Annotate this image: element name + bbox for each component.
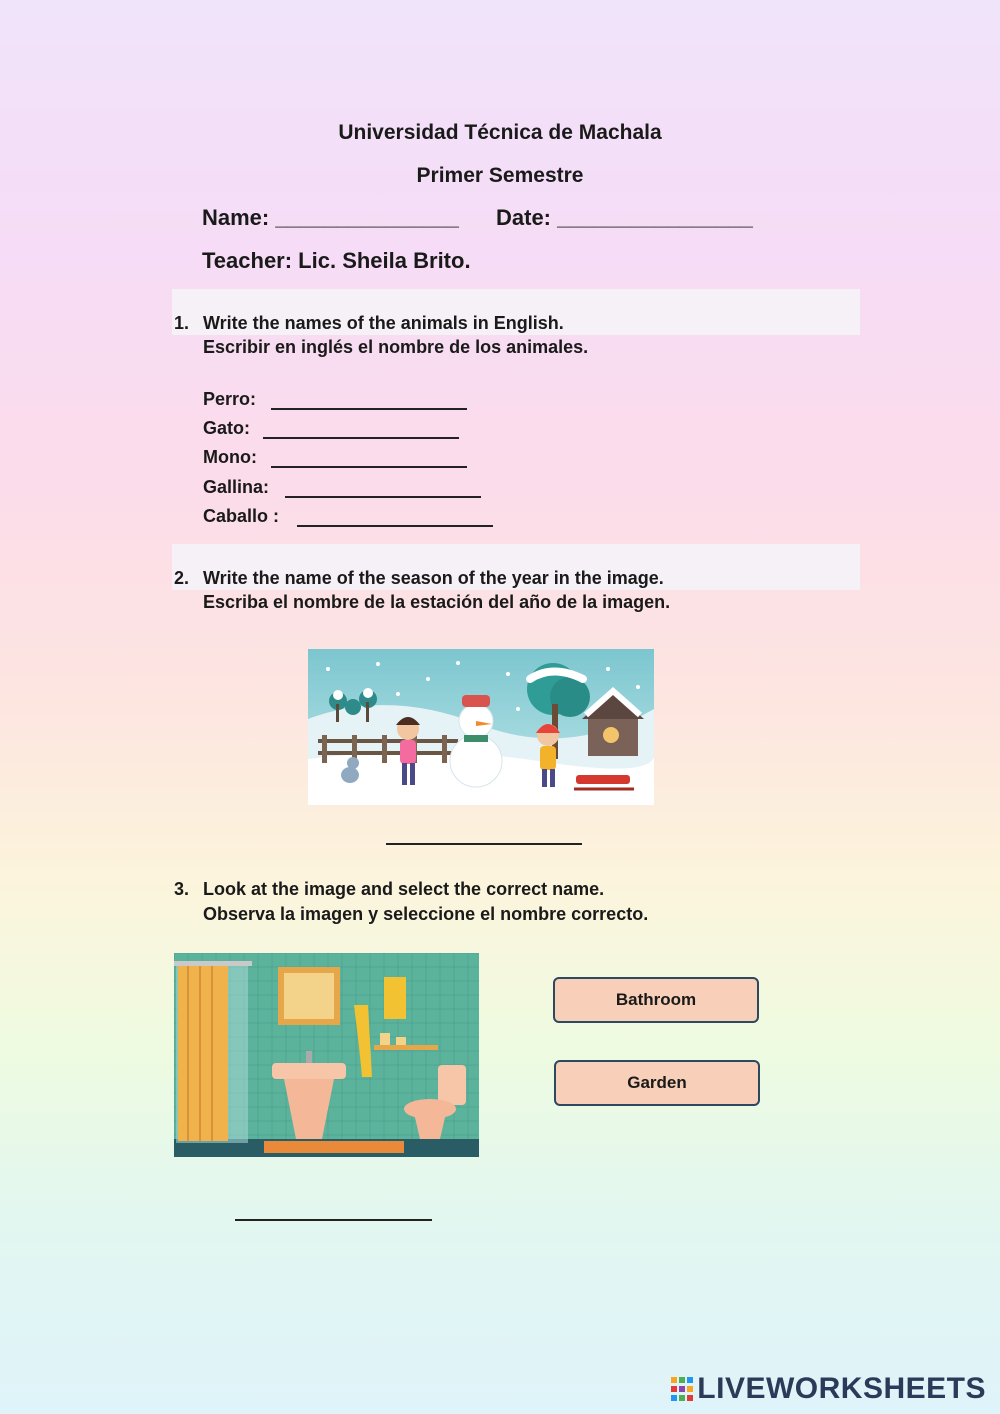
name-label: Name: _______________ [202,205,459,230]
question-3-text-es: Observa la imagen y seleccione el nombre correcto. [203,904,649,924]
answer-line-season[interactable] [386,843,582,845]
liveworksheets-logo [671,1372,986,1406]
winter-scene-image [308,649,654,805]
bathroom-image [174,953,479,1157]
university-title: Universidad Técnica de Machala [338,121,662,144]
answer-line-mono[interactable] [271,466,467,468]
question-2-text-en: Write the name of the season of the year in the image. [203,568,664,588]
answer-line-room[interactable] [235,1219,432,1221]
question-3-number: 3. [174,879,190,899]
date-label: Date: ________________ [496,205,753,230]
answer-line-gato[interactable] [263,437,459,439]
animal-label-gato: Gato: [203,418,250,438]
liveworksheets-text: LIVEWORKSHEETS [697,1372,986,1405]
option-garden-button[interactable]: Garden [554,1060,760,1106]
liveworksheets-icon [671,1377,693,1401]
animal-label-caballo: Caballo : [203,506,280,526]
question-1-text-en: Write the names of the animals in English. [203,313,564,333]
answer-line-gallina[interactable] [285,496,481,498]
answer-line-caballo[interactable] [297,525,493,527]
question-2-text-es: Escriba el nombre de la estación del año de la imagen. [203,592,671,612]
semester-title: Primer Semestre [416,164,584,187]
animal-label-perro: Perro: [203,389,257,409]
animal-label-mono: Mono: [203,447,257,467]
option-bathroom-button[interactable]: Bathroom [553,977,759,1023]
question-2-number: 2. [174,568,190,588]
question-1-text-es: Escribir en inglés el nombre de los animales. [203,337,589,357]
animal-label-gallina: Gallina: [203,477,270,497]
answer-line-perro[interactable] [271,408,467,410]
question-3-text-en: Look at the image and select the correct name. [203,879,605,899]
question-1-number: 1. [174,313,190,333]
teacher-label: Teacher: Lic. Sheila Brito. [202,248,471,273]
